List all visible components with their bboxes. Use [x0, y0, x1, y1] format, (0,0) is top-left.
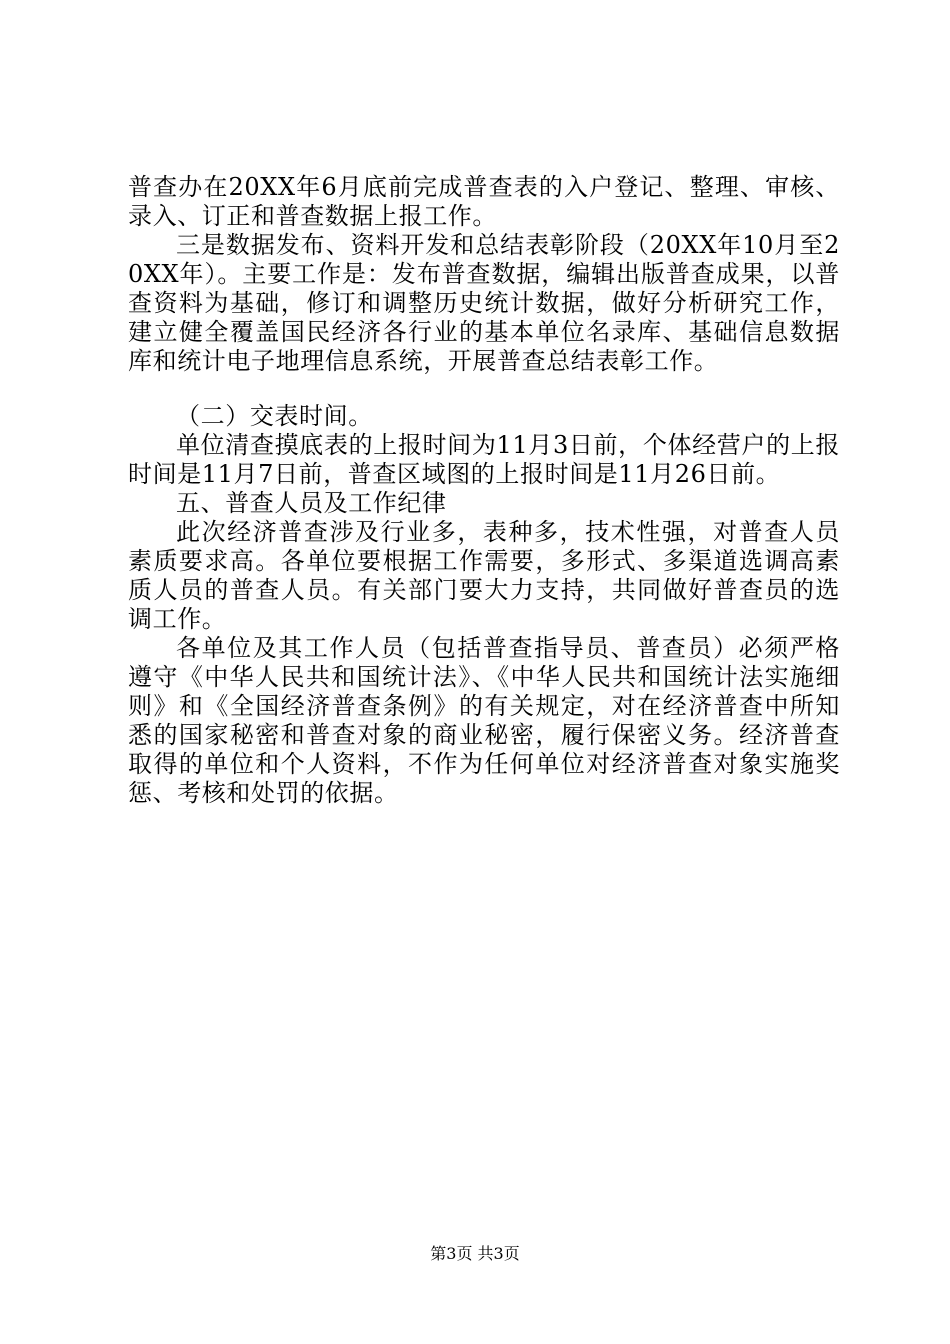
paragraph-phase-three: 三是数据发布、资料开发和总结表彰阶段（20XX年10月至20XX年）。主要工作是：发布普查数据，编辑出版普查成果，以普查资料为基础，修订和调整历史统计数据，做好分析研究工作，建立健全覆盖国民经济各行业的基本单位名录库、基础信息数据库和统计电子地理信息系统，开展普查总结表彰工作。: [128, 231, 840, 375]
paragraph-personnel: 此次经济普查涉及行业多，表种多，技术性强，对普查人员素质要求高。各单位要根据工作需要，多形式、多渠道选调高素质人员的普查人员。有关部门要大力支持，共同做好普查员的选调工作。: [128, 518, 840, 633]
paragraph-confidentiality: 各单位及其工作人员（包括普查指导员、普查员）必须严格遵守《中华人民共和国统计法》、《中华人民共和国统计法实施细则》和《全国经济普查条例》的有关规定，对在经济普查中所知悉的国家秘密和普查对象的商业秘密，履行保密义务。经济普查取得的单位和个人资料，不作为任何单位对经济普查对象实施奖惩、考核和处罚的依据。: [128, 634, 840, 807]
section-heading-submission-time: （二）交表时间。: [176, 402, 373, 430]
paragraph-continuation: 普查办在20XX年6月底前完成普查表的入户登记、整理、审核、录入、订正和普查数据上报工作。: [128, 173, 840, 230]
section-heading-personnel-discipline: 五、普查人员及工作纪律: [176, 489, 447, 517]
document-body: [128, 173, 840, 808]
paragraph-submission-deadlines: 单位清查摸底表的上报时间为11月3日前，个体经营户的上报时间是11月7日前，普查区域图的上报时间是11月26日前。: [128, 431, 840, 488]
page-footer: 第3页 共3页: [430, 1244, 520, 1263]
